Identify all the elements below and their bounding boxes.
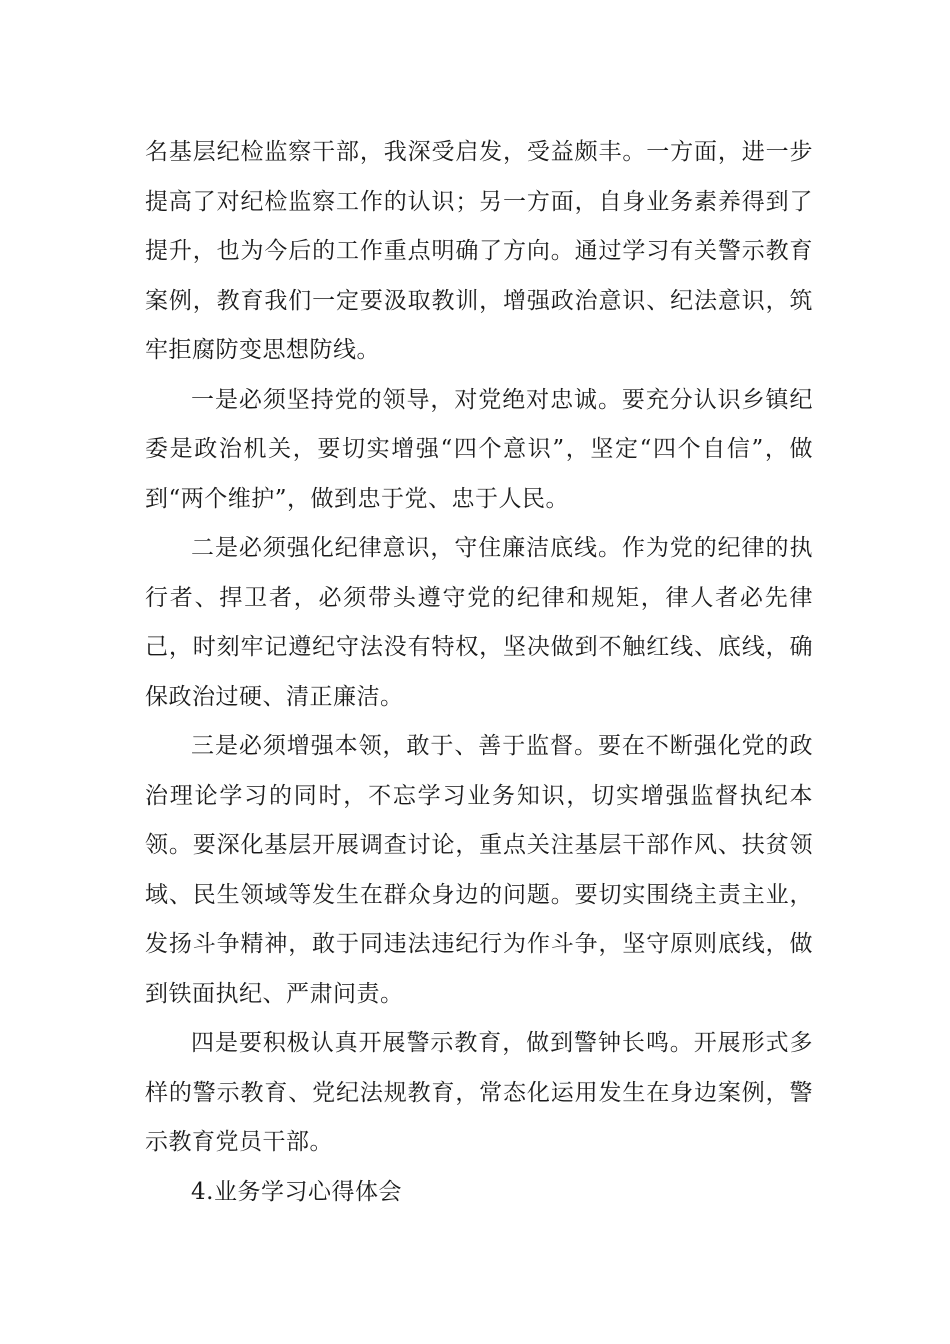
paragraph-point-one: 一是必须坚持党的领导，对党绝对忠诚。要充分认识乡镇纪委是政治机关，要切实增强“四个意识”，坚定“四个自信”，做到“两个维护”，做到忠于党、忠于人民。 [145, 386, 813, 512]
paragraph-point-three: 三是必须增强本领，敢于、善于监督。要在不断强化党的政治理论学习的同时，不忘学习业务知识，切实增强监督执纪本领。要深化基层开展调查讨论，重点关注基层干部作风、扶贫领域、民生领域等发生在群众身边的问题。要切实围绕主责主业，发扬斗争精神，敢于同违法违纪行为作斗争，坚守原则底线，做到铁面执纪、严肃问责。 [145, 733, 813, 1007]
section-heading: 4.业务学习心得体会 [191, 1178, 402, 1205]
paragraph-point-two: 二是必须强化纪律意识，守住廉洁底线。作为党的纪律的执行者、捍卫者，必须带头遵守党的纪律和规矩，律人者必先律己，时刻牢记遵纪守法没有特权，坚决做到不触红线、底线，确保政治过硬、清正廉洁。 [145, 535, 813, 710]
paragraph-point-four: 四是要积极认真开展警示教育，做到警钟长鸣。开展形式多样的警示教育、党纪法规教育，常态化运用发生在身边案例，警示教育党员干部。 [145, 1030, 813, 1155]
paragraph-continuation: 名基层纪检监察干部，我深受启发，受益颇丰。一方面，进一步提高了对纪检监察工作的认识；另一方面，自身业务素养得到了提升，也为今后的工作重点明确了方向。通过学习有关警示教育案例，教育我们一定要汲取教训，增强政治意识、纪法意识，筑牢拒腐防变思想防线。 [145, 139, 813, 363]
document-body [145, 128, 813, 1217]
